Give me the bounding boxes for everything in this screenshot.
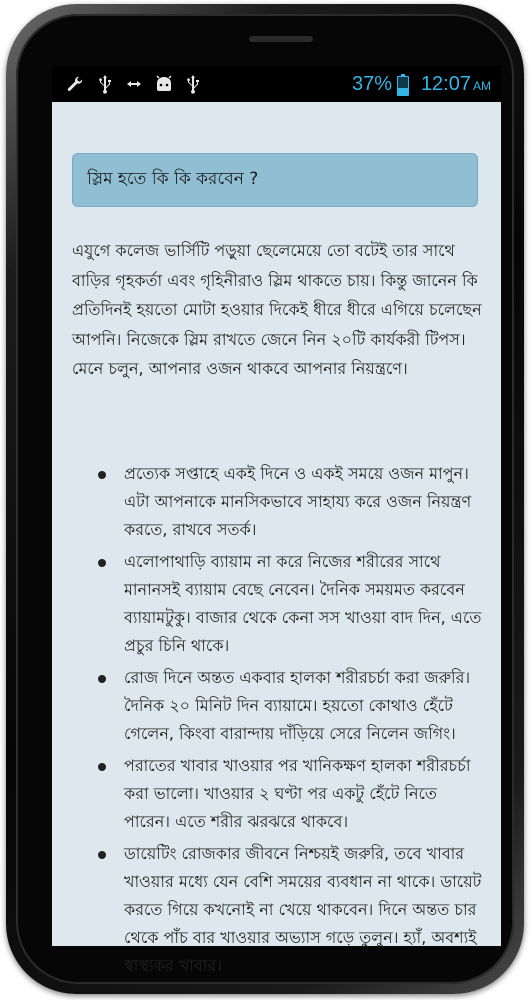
tip-text: ডায়েটিং রোজকার জীবনে নিশ্চয়ই জরুরি, তবে খাবার খাওয়ার মধ্যে যেন বেশি সময়ের ব্যবধান না থাকে। ডায়েট করতে গিয়ে কখনোই না খেয়ে থাকবেন। দিনে অন্তত চার থেকে পাঁচ বার খাওয়ার অভ্যাস গড়ে তুলুন। হ্যাঁ, অবশ্যই স্বাস্থ্যকর খাবার। (124, 844, 482, 975)
list-item (96, 840, 488, 980)
tips-list (96, 460, 488, 984)
list-item (96, 460, 488, 544)
bullet-icon (98, 763, 106, 771)
wrench-icon (66, 74, 84, 94)
tip-text: রোজ দিনে অন্তত একবার হালকা শরীরচর্চা করা জরুরি। দৈনিক ২০ মিনিট দিন ব্যায়ামে। হয়তো কোথাও হেঁটে গেলেন, কিংবা বারান্দায় দাঁড়িয়ে সেরে নিলেন জগিং। (124, 668, 471, 743)
tip-text: পরাতের খাবার খাওয়ার পর খানিকক্ষণ হালকা শরীরচর্চা করা ভালো। খাওয়ার ২ ঘণ্টা পর একটু হেঁটে নিতে পারেন। এতে শরীর ঝরঝরে থাকবে। (124, 756, 471, 831)
screen (52, 66, 501, 975)
battery-percent: 37% (352, 73, 393, 95)
tip-text: এলোপাথাড়ি ব্যায়াম না করে নিজের শরীরের সাথে মানানসই ব্যায়াম বেছে নেবেন। দৈনিক সময়মত করবেন ব্যায়ামটুকু। বাজার থেকে কেনা সস খাওয়া বাদ দিন, এতে প্রচুর চিনি থাকে। (124, 552, 482, 655)
bullet-icon (98, 471, 106, 479)
status-bar[interactable] (52, 66, 501, 102)
usb-icon (98, 74, 112, 94)
battery-icon (397, 76, 409, 96)
bullet-icon (98, 851, 106, 859)
list-item (96, 548, 488, 660)
tip-text: প্রত্যেক সপ্তাহে একই দিনে ও একই সময়ে ওজন মাপুন। এটা আপনাকে মানসিকভাবে সাহায্য করে ওজন নিয়ন্ত্রণ করতে, রাখবে সতর্ক। (124, 464, 472, 539)
usb-icon (186, 74, 200, 94)
android-icon (154, 74, 174, 94)
list-item (96, 752, 488, 836)
phone-frame (6, 4, 524, 994)
article-intro: এযুগে কলেজ ভার্সিটি পড়ুয়া ছেলেমেয়ে তো বটেই তার সাথে বাড়ির গৃহকর্তা এবং গৃহিনীরাও স্লিম থাকতে চায়। কিন্তু জানেন কি প্রতিদিনই হয়তো মোটা হওয়ার দিকেই ধীরে ধীরে এগিয়ে চলেছেন আপনি। নিজেকে স্লিম রাখতে জেনে নিন ২০টি কার্যকরী টিপস। মেনে চলুন, আপনার ওজন থাকবে আপনার নিয়ন্ত্রণে। (72, 241, 482, 378)
bullet-icon (98, 675, 106, 683)
article-content[interactable] (52, 102, 501, 975)
article-title: স্লিম হতে কি কি করবেন ? (72, 153, 478, 207)
data-transfer-icon (126, 74, 142, 94)
list-item (96, 664, 488, 748)
clock-ampm: AM (473, 79, 491, 93)
clock (421, 73, 491, 96)
bullet-icon (98, 559, 106, 567)
phone-speaker (249, 36, 313, 42)
clock-time: 12:07 (420, 73, 471, 95)
